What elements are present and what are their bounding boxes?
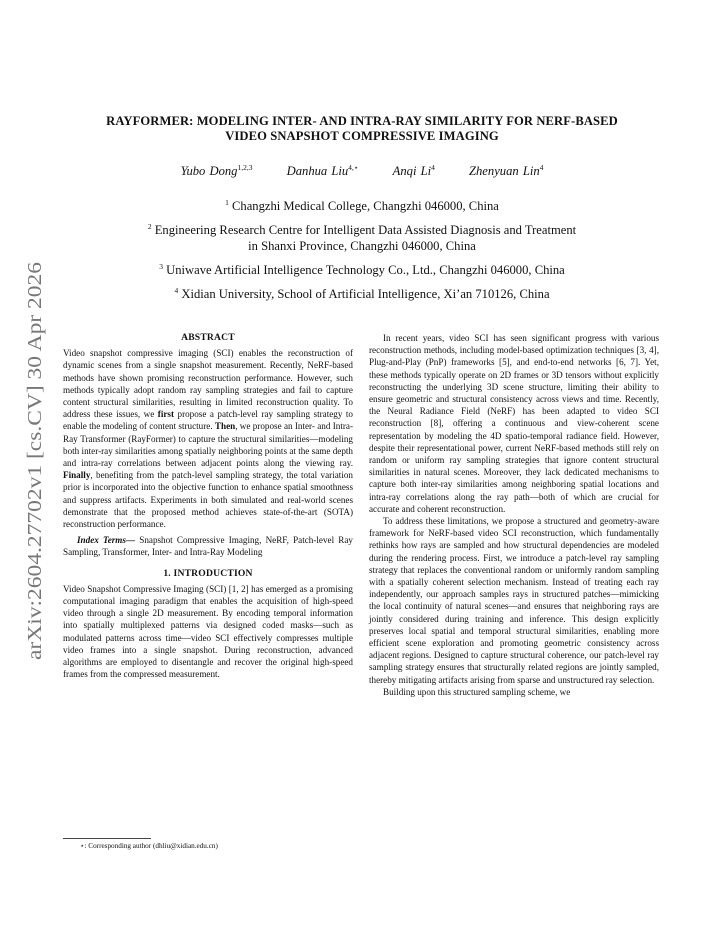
abstract-text: Video snapshot compressive imaging (SCI) enables the reconstruction of dynamic scenes from a single snapshot measurement. Recently, NeRF-based methods have shown promising reconstruction performance. However, such methods typically adopt random ray sampling strategies and fail to capture content structural similarities, resulting in limited reconstruction quality. To address these issues, we first propose a patch-level ray sampling strategy to enable the modeling of content structure. Then, we propose an Inter- and Intra-Ray Transformer (RayFormer) to capture the structural similarities—modeling both inter-ray similarities among spatially neighboring points at the same depth and intra-ray correlations between adjacent points along the viewing ray. Finally, benefiting from the patch-level sampling strategy, the total variation prior is incorporated into the objective function to enhance spatial smoothness and suppress artifacts. Experiments in both simulated and real-world scenes demonstrate that the proposed method achieves state-of-the-art (SOTA) reconstruction performance. [63, 348, 353, 530]
paper-title [60, 114, 664, 144]
intro-heading: 1. INTRODUCTION [163, 567, 253, 579]
author: Zhenyuan Lin$^4$ [469, 163, 544, 179]
arxiv-stamp [8, 260, 52, 660]
author: Anqi Li$^4$ [392, 163, 435, 179]
affiliation-3: $^3$ Uniwave Artificial Intelligence Technology Co., Ltd., Changzhi 046000, China [159, 262, 565, 278]
footnote: ⋆: Corresponding author (dhliu@xidian.edu.cn) [80, 842, 218, 850]
right-column [369, 332, 659, 698]
left-column [63, 332, 353, 680]
author: Danhua Liu$^{4,⋆}$ [286, 163, 359, 179]
author: Yubo Dong$^{1,2,3}$ [180, 163, 253, 179]
title-line-2: VIDEO SNAPSHOT COMPRESSIVE IMAGING [225, 129, 499, 143]
abstract-heading: ABSTRACT [181, 332, 235, 343]
affiliation-1: $^1$ Changzhi Medical College, Changzhi 046000, China [225, 198, 499, 214]
index-terms: Index Terms— Snapshot Compressive Imaging, NeRF, Patch-level Ray Sampling, Transformer, Inter- and Intra-Ray Modeling [63, 535, 353, 558]
author-list [60, 163, 664, 179]
title-line-1: RAYFORMER: MODELING INTER- AND INTRA-RAY SIMILARITY FOR NERF-BASED [106, 114, 618, 128]
right-paragraph-1: In recent years, video SCI has seen significant progress with various reconstruction methods, including model-based optimization techniques [3, 4], Plug-and-Play (PnP) frameworks [5], and end-to-end networks [6, 7]. Yet, these methods typically operate on 2D frames or 3D tensors without explicitly reconstructing the underlying 3D scene structure, limiting their ability to ensure geometric and structural consistency across views and time. Recently, the Neural Radiance Field (NeRF) has been adapted to video SCI reconstruction [8], offering a continuous and view-coherent scene representation by modeling the 4D spatio-temporal radiance field. However, despite their representational power, current NeRF-based methods still rely on random or uniform ray sampling strategies that ignore content structural similarities in natural scenes. Moreover, they lack dedicated mechanisms to capture both inter-ray similarities among neighboring spatial locations and intra-ray correlations along the ray path—both of which are crucial for accurate and coherent reconstruction. [369, 333, 659, 514]
affiliation-2: $^2$ Engineering Research Centre for Intelligent Data Assisted Diagnosis and Treatment in Shanxi Province, Changzhi 046000, China [147, 222, 577, 254]
affiliation-4: $^4$ Xidian University, School of Artificial Intelligence, Xi’an 710126, China [174, 286, 550, 302]
arxiv-stamp-text: arXiv:2604.27702v1 [cs.CV] 30 Apr 2026 [24, 312, 46, 660]
right-paragraph-2: To address these limitations, we propose a structured and geometry-aware framework for NeRF-based video SCI reconstruction, which fundamentally rethinks how rays are sampled and how structural dependencies are modeled during the rendering process. First, we introduce a patch-level ray sampling strategy that replaces the conventional random or uniformly random sampling with a spatially coherent selection mechanism. Instead of treating each ray independently, our approach samples rays in structured patches—mimicking the local continuity of natural scenes—and ensures that neighboring rays are jointly considered during training and inference. This design explicitly preserves local spatial and temporal structural similarities, enabling more efficient scene exploration and promoting geometric consistency across adjacent regions. Designed to capture structural coherence, our patch-level ray sampling strategy ensures that structurally related regions are jointly sampled, thereby mitigating artifacts arising from sparse and unstructured ray selection. [369, 516, 659, 685]
intro-paragraph: Video Snapshot Compressive Imaging (SCI) [1, 2] has emerged as a promising computational imaging paradigm that enables the acquisition of high-speed video through a single 2D measurement. By encoding temporal information into spatially multiplexed patterns via designed coded masks—such as modulated patterns across time—video SCI effectively compresses multiple video frames into a single snapshot. During reconstruction, advanced algorithms are employed to disentangle and recover the original high-speed frames from the compressed measurement. [63, 583, 353, 680]
right-paragraph-3: Building upon this structured sampling scheme, we [383, 686, 571, 697]
footnote-rule [63, 838, 151, 839]
